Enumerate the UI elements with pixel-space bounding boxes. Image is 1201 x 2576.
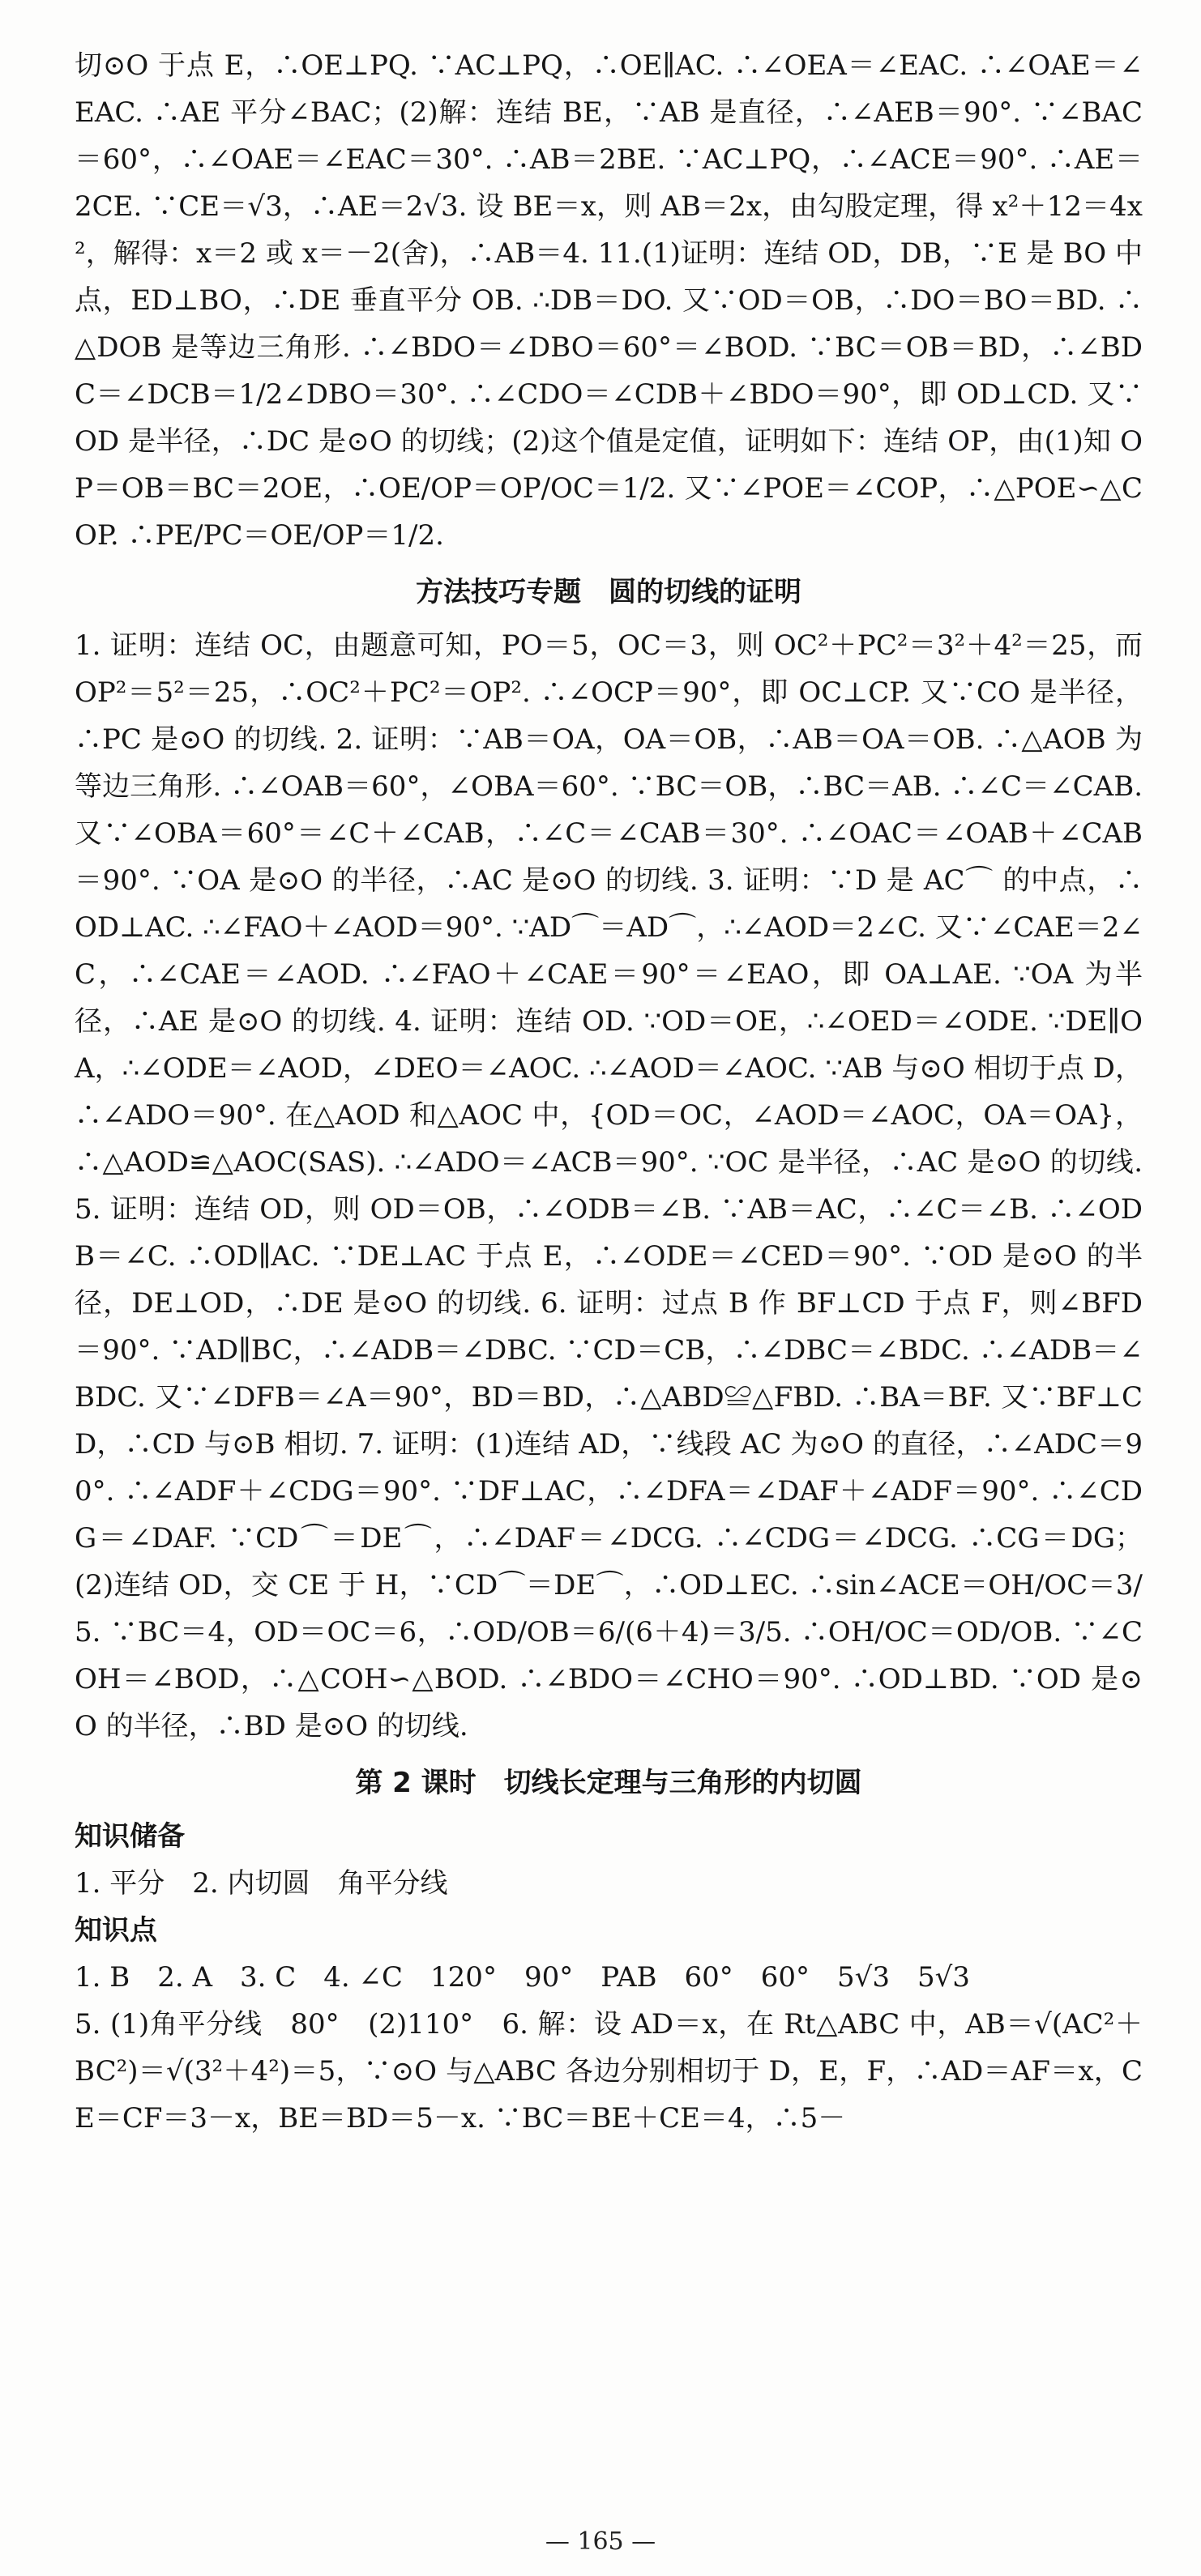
subhead-knowledge-reserve: 知识储备: [75, 1820, 185, 1853]
reserve-answers: 1. 平分 2. 内切圆 角平分线: [75, 1867, 448, 1900]
page-number: — 165 —: [545, 2527, 656, 2556]
subhead-knowledge-points: 知识点: [75, 1914, 157, 1947]
section-title-tangent-proof: 方法技巧专题 圆的切线的证明: [416, 576, 801, 608]
knowledge-answers-line-1: 1. B 2. A 3. C 4. ∠C 120° 90° PAB 60° 60° 5√3 5√3: [75, 1961, 970, 1994]
section-title-lesson-2: 第 2 课时 切线长定理与三角形的内切圆: [355, 1767, 862, 1799]
paragraph-tangent-proofs: 1. 证明：连结 OC，由题意可知，PO＝5，OC＝3，则 OC²＋PC²＝3²＋4²＝25，而 OP²＝5²＝25，∴OC²＋PC²＝OP². ∴∠OCP＝90°，即 OC⊥CP. 又∵CO 是半径，∴PC 是⊙O 的切线. 2. 证明：∵AB＝OA，OA＝OB，∴AB＝OA＝OB. ∴△AOB 为等边三角形. ∴∠OAB＝60°，∠OBA＝60°. ∵BC＝OB，∴BC＝AB. ∴∠C＝∠CAB. 又∵∠OBA＝60°＝∠C＋∠CAB，∴∠C＝∠CAB＝30°. ∴∠OAC＝∠OAB＋∠CAB＝90°. ∵OA 是⊙O 的半径，∴AC 是⊙O 的切线. 3. 证明：∵D 是 AC⌒ 的中点，∴OD⊥AC. ∴∠FAO＋∠AOD＝90°. ∵AD⌒＝AD⌒，∴∠AOD＝2∠C. 又∵∠CAE＝2∠C，∴∠CAE＝∠AOD. ∴∠FAO＋∠CAE＝90°＝∠EAO，即 OA⊥AE. ∵OA 为半径，∴AE 是⊙O 的切线. 4. 证明：连结 OD. ∵OD＝OE，∴∠OED＝∠ODE. ∵DE∥OA，∴∠ODE＝∠AOD，∠DEO＝∠AOC. ∴∠AOD＝∠AOC. ∵AB 与⊙O 相切于点 D，∴∠ADO＝90°. 在△AOD 和△AOC 中，{OD＝OC，∠AOD＝∠AOC，OA＝OA}，∴△AOD≌△AOC(SAS). ∴∠ADO＝∠ACB＝90°. ∵OC 是半径，∴AC 是⊙O 的切线. 5. 证明：连结 OD，则 OD＝OB，∴∠ODB＝∠B. ∵AB＝AC，∴∠C＝∠B. ∴∠ODB＝∠C. ∴OD∥AC. ∵DE⊥AC 于点 E，∴∠ODE＝∠CED＝90°. ∵OD 是⊙O 的半径，DE⊥OD，∴DE 是⊙O 的切线. 6. 证明：过点 B 作 BF⊥CD 于点 F，则∠BFD＝90°. ∵AD∥BC，∴∠ADB＝∠DBC. ∵CD＝CB，∴∠DBC＝∠BDC. ∴∠ADB＝∠BDC. 又∵∠DFB＝∠A＝90°，BD＝BD，∴△ABD≌△FBD. ∴BA＝BF. 又∵BF⊥CD，∴CD 与⊙B 相切. 7. 证明：(1)连结 AD，∵线段 AC 为⊙O 的直径，∴∠ADC＝90°. ∴∠ADF＋∠CDG＝90°. ∵DF⊥AC，∴∠DFA＝∠DAF＋∠ADF＝90°. ∴∠CDG＝∠DAF. ∵CD⌒＝DE⌒，∴∠DAF＝∠DCG. ∴∠CDG＝∠DCG. ∴CG＝DG；(2)连结 OD，交 CE 于 H，∵CD⌒＝DE⌒，∴OD⊥EC. ∴sin∠ACE＝OH/OC＝3/5. ∵BC＝4，OD＝OC＝6，∴OD/OB＝6/(6＋4)＝3/5. ∴OH/OC＝OD/OB. ∵∠COH＝∠BOD，∴△COH∽△BOD. ∴∠BDO＝∠CHO＝90°. ∴OD⊥BD. ∵OD 是⊙O 的半径，∴BD 是⊙O 的切线.: [75, 629, 1143, 1742]
paragraph-continued-solution: 切⊙O 于点 E，∴OE⊥PQ. ∵AC⊥PQ，∴OE∥AC. ∴∠OEA＝∠EAC. ∴∠OAE＝∠EAC. ∴AE 平分∠BAC；(2)解：连结 BE，∵AB 是直径，∴∠AEB＝90°. ∵∠BAC＝60°，∴∠OAE＝∠EAC＝30°. ∴AB＝2BE. ∵AC⊥PQ，∴∠ACE＝90°. ∴AE＝2CE. ∵CE＝√3，∴AE＝2√3. 设 BE＝x，则 AB＝2x，由勾股定理，得 x²＋12＝4x²，解得：x＝2 或 x＝－2(舍)，∴AB＝4. 11.(1)证明：连结 OD，DB，∵E 是 BO 中点，ED⊥BO，∴DE 垂直平分 OB. ∴DB＝DO. 又∵OD＝OB，∴DO＝BO＝BD. ∴△DOB 是等边三角形. ∴∠BDO＝∠DBO＝60°＝∠BOD. ∵BC＝OB＝BD，∴∠BDC＝∠DCB＝1/2∠DBO＝30°. ∴∠CDO＝∠CDB＋∠BDO＝90°，即 OD⊥CD. 又∵OD 是半径，∴DC 是⊙O 的切线；(2)这个值是定值，证明如下：连结 OP，由(1)知 OP＝OB＝BC＝2OE，∴OE/OP＝OP/OC＝1/2. 又∵∠POE＝∠COP，∴△POE∽△COP. ∴PE/PC＝OE/OP＝1/2.: [75, 49, 1143, 552]
knowledge-answers-line-2: 5. (1)角平分线 80° (2)110° 6. 解：设 AD＝x，在 Rt△ABC 中，AB＝√(AC²＋BC²)＝√(3²＋4²)＝5，∵⊙O 与△ABC 各边分别相切于 D，E，F，∴AD＝AF＝x，CE＝CF＝3－x，BE＝BD＝5－x. ∵BC＝BE＋CE＝4，∴5－: [75, 2008, 1143, 2135]
page-body: [75, 42, 1143, 2142]
